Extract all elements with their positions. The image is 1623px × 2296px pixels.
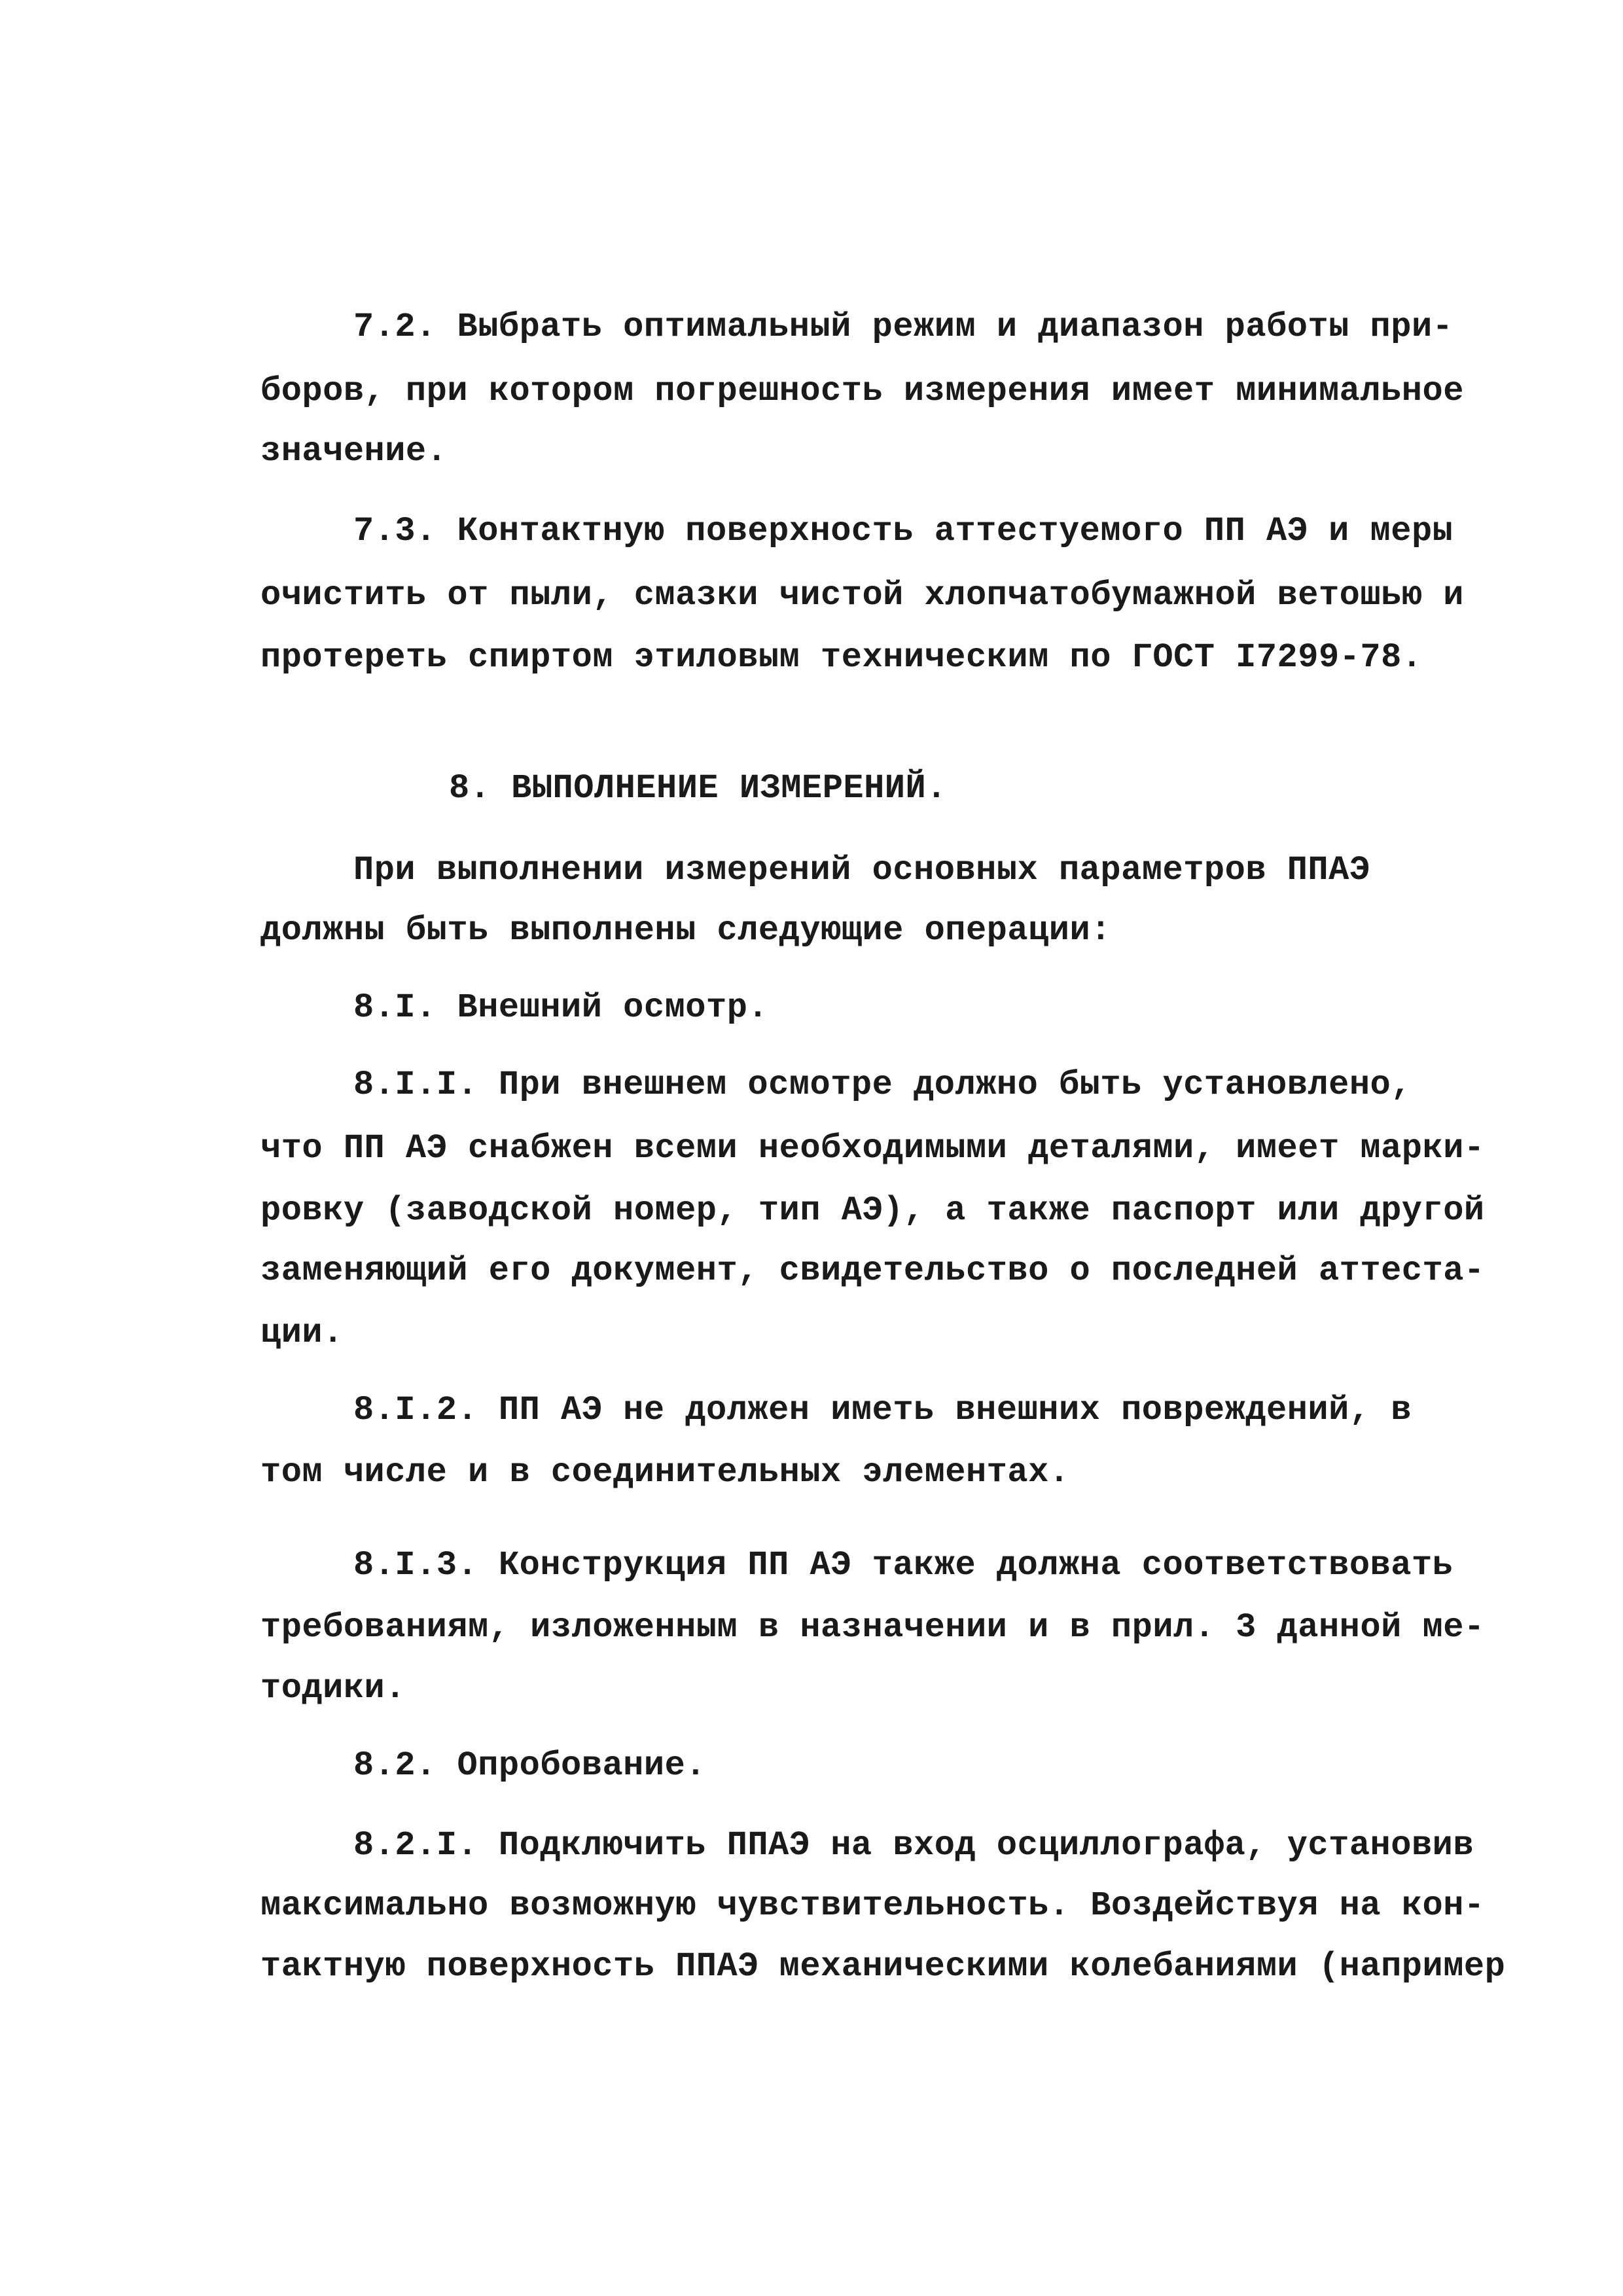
paragraph-8-1-3-line-2: требованиям, изложенным в назначении и в прил. 3 данной ме- [260,1608,1485,1647]
intro-8-line-2: должны быть выполнены следующие операции: [260,911,1111,950]
paragraph-8-2: 8.2. Опробование. [353,1746,706,1785]
paragraph-8-1-3-line-3: тодики. [260,1669,406,1708]
paragraph-7-3-line-2: очистить от пыли, смазки чистой хлопчатобумажной ветошью и [260,576,1464,615]
section-8-heading: 8. ВЫПОЛНЕНИЕ ИЗМЕРЕНИЙ. [449,769,947,808]
paragraph-8-1-3-line-1: 8.I.3. Конструкция ПП АЭ также должна соответствовать [353,1546,1454,1585]
paragraph-8-1-2-line-2: том числе и в соединительных элементах. [260,1453,1070,1492]
paragraph-7-2-line-2: боров, при котором погрешность измерения имеет минимальное [260,372,1464,410]
paragraph-8-1-1-line-1: 8.I.I. При внешнем осмотре должно быть установлено, [353,1066,1412,1104]
intro-8-line-1: При выполнении измерений основных параметров ППАЭ [353,851,1370,889]
paragraph-8-2-1-line-3: тактную поверхность ППАЭ механическими колебаниями (например [260,1947,1506,1986]
paragraph-8-2-1-line-2: максимально возможную чувствительность. Воздействуя на кон- [260,1886,1485,1925]
paragraph-7-3-line-3: протереть спиртом этиловым техническим по ГОСТ I7299-78. [260,638,1423,677]
paragraph-8-1-1-line-2: что ПП АЭ снабжен всеми необходимыми деталями, имеет марки- [260,1129,1485,1168]
paragraph-8-2-1-line-1: 8.2.I. Подключить ППАЭ на вход осциллографа, установив [353,1826,1474,1865]
paragraph-8-1-1-line-3: ровку (заводской номер, тип АЭ), а также паспорт или другой [260,1191,1485,1230]
paragraph-7-2-line-1: 7.2. Выбрать оптимальный режим и диапазон работы при- [353,308,1454,346]
paragraph-8-1: 8.I. Внешний осмотр. [353,988,769,1027]
paragraph-7-3-line-1: 7.3. Контактную поверхность аттестуемого ПП АЭ и меры [353,512,1454,550]
paragraph-8-1-1-line-4: заменяющий его документ, свидетельство о последней аттеста- [260,1251,1485,1290]
paragraph-8-1-2-line-1: 8.I.2. ПП АЭ не должен иметь внешних повреждений, в [353,1391,1412,1429]
paragraph-8-1-1-line-5: ции. [260,1314,344,1352]
paragraph-7-2-line-3: значение. [260,432,448,471]
